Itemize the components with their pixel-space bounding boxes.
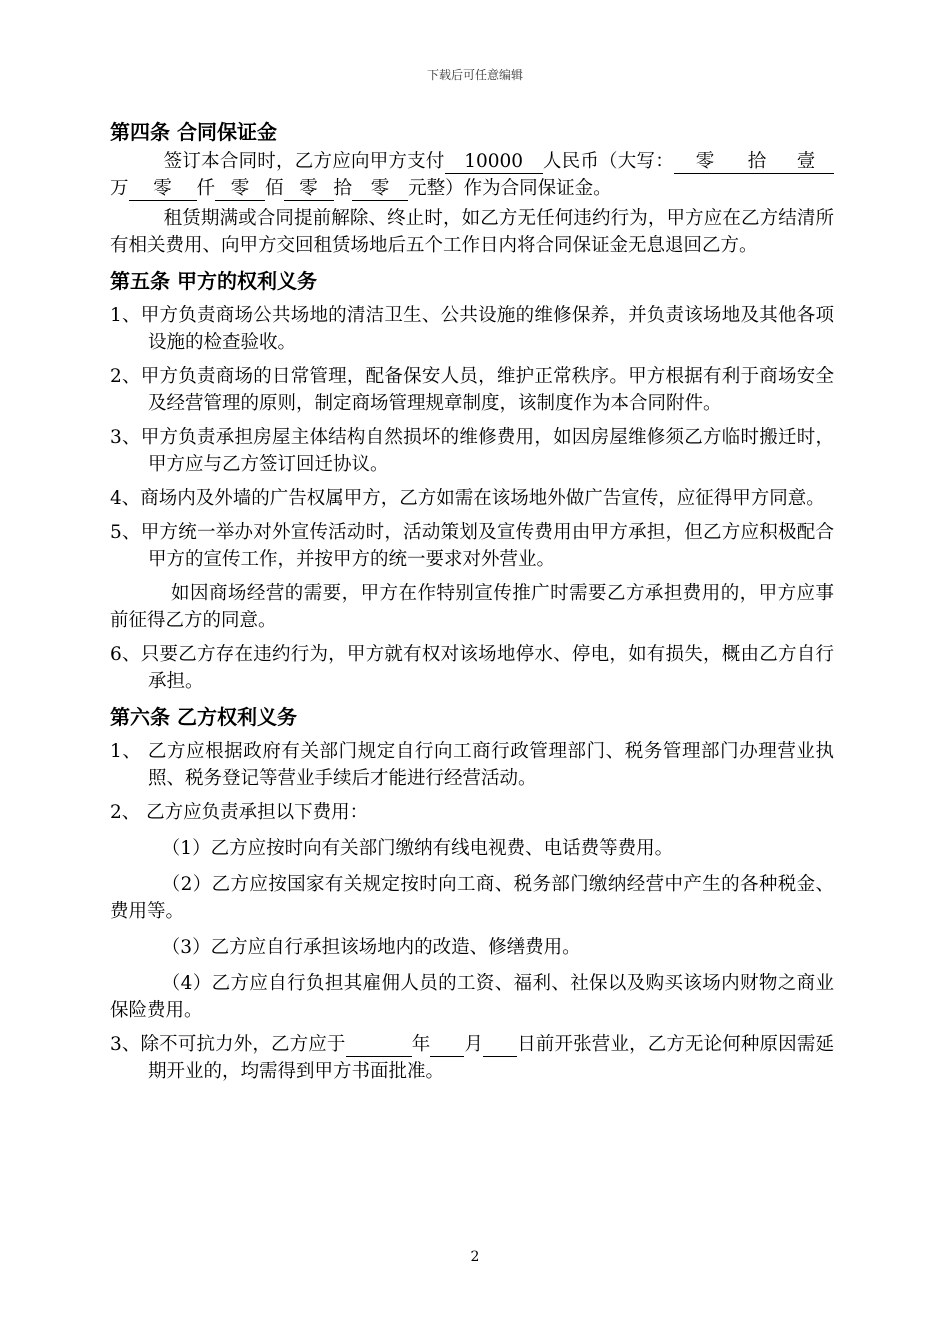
section-6-sub-3: （3）乙方应自行承担该场地内的改造、修缮费用。 [161,937,581,958]
open-day-field [483,1034,517,1057]
section-4-para-2: 租赁期满或合同提前解除、终止时，如乙方无任何违约行为，甲方应在乙方结清所有相关费用、向甲方交回租赁场地后五个工作日内将合同保证金无息退回乙方。 [110,208,834,256]
section-6-item-3: 3、除不可抗力外，乙方应于 年 月 日前开张营业，乙方无论何种原因需延期开业的，均需得到甲方书面批准。 [110,1034,834,1082]
section-6-sub-1: （1）乙方应按时向有关部门缴纳有线电视费、电话费等费用。 [161,838,674,859]
section-6-item-1: 1、 乙方应根据政府有关部门规定自行向工商行政管理部门、税务管理部门办理营业执照、税务登记等营业手续后才能进行经营活动。 [110,741,834,789]
section-6-sub-2: （2）乙方应按国家有关规定按时向工商、税务部门缴纳经营中产生的各种税金、费用等。 [110,874,834,922]
open-year-field [346,1034,412,1057]
section-6-sub-4: （4）乙方应自行负担其雇佣人员的工资、福利、社保以及购买该场内财物之商业保险费用。 [110,973,834,1021]
section-5-item-2: 2、甲方负责商场的日常管理，配备保安人员，维护正常秩序。甲方根据有利于商场安全及经营管理的原则，制定商场管理规章制度，该制度作为本合同附件。 [110,366,834,414]
section-6-item-2: 2、 乙方应负责承担以下费用： [110,802,369,823]
section-5-title: 第五条 甲方的权利义务 [110,269,317,293]
section-5-item-6: 6、只要乙方存在违约行为，甲方就有权对该场地停水、停电，如有损失，概由乙方自行承担。 [110,644,834,692]
section-4-title: 第四条 合同保证金 [110,120,277,144]
section-5-item-4: 4、商场内及外墙的广告权属甲方，乙方如需在该场地外做广告宣传，应征得甲方同意。 [110,488,825,509]
section-6-title: 第六条 乙方权利义务 [110,705,297,729]
header-note: 下载后可任意编辑 [426,68,523,82]
section-5-item-5: 5、甲方统一举办对外宣传活动时，活动策划及宣传费用由甲方承担，但乙方应积极配合甲方的宣传工作，并按甲方的统一要求对外营业。 [110,522,834,570]
section-5-item-1: 1、甲方负责商场公共场地的清洁卫生、公共设施的维修保养，并负责该场地及其他各项设施的检查验收。 [110,305,834,353]
page-number: 2 [470,1249,480,1265]
section-5-item-3: 3、甲方负责承担房屋主体结构自然损坏的维修费用，如因房屋维修须乙方临时搬迁时，甲方应与乙方签订回迁协议。 [110,427,834,475]
open-month-field [430,1034,464,1057]
section-4-para-1: 签订本合同时，乙方应向甲方支付 10000 人民币（大写： 零 拾 壹万 零 仟 零 佰 零 拾 零 元整）作为合同保证金。 [110,148,834,202]
document-body [110,118,834,1085]
amount-field: 10000 [445,151,543,174]
section-5-item-5-note: 如因商场经营的需要，甲方在作特别宣传推广时需要乙方承担费用的，甲方应事前征得乙方的同意。 [110,583,834,631]
